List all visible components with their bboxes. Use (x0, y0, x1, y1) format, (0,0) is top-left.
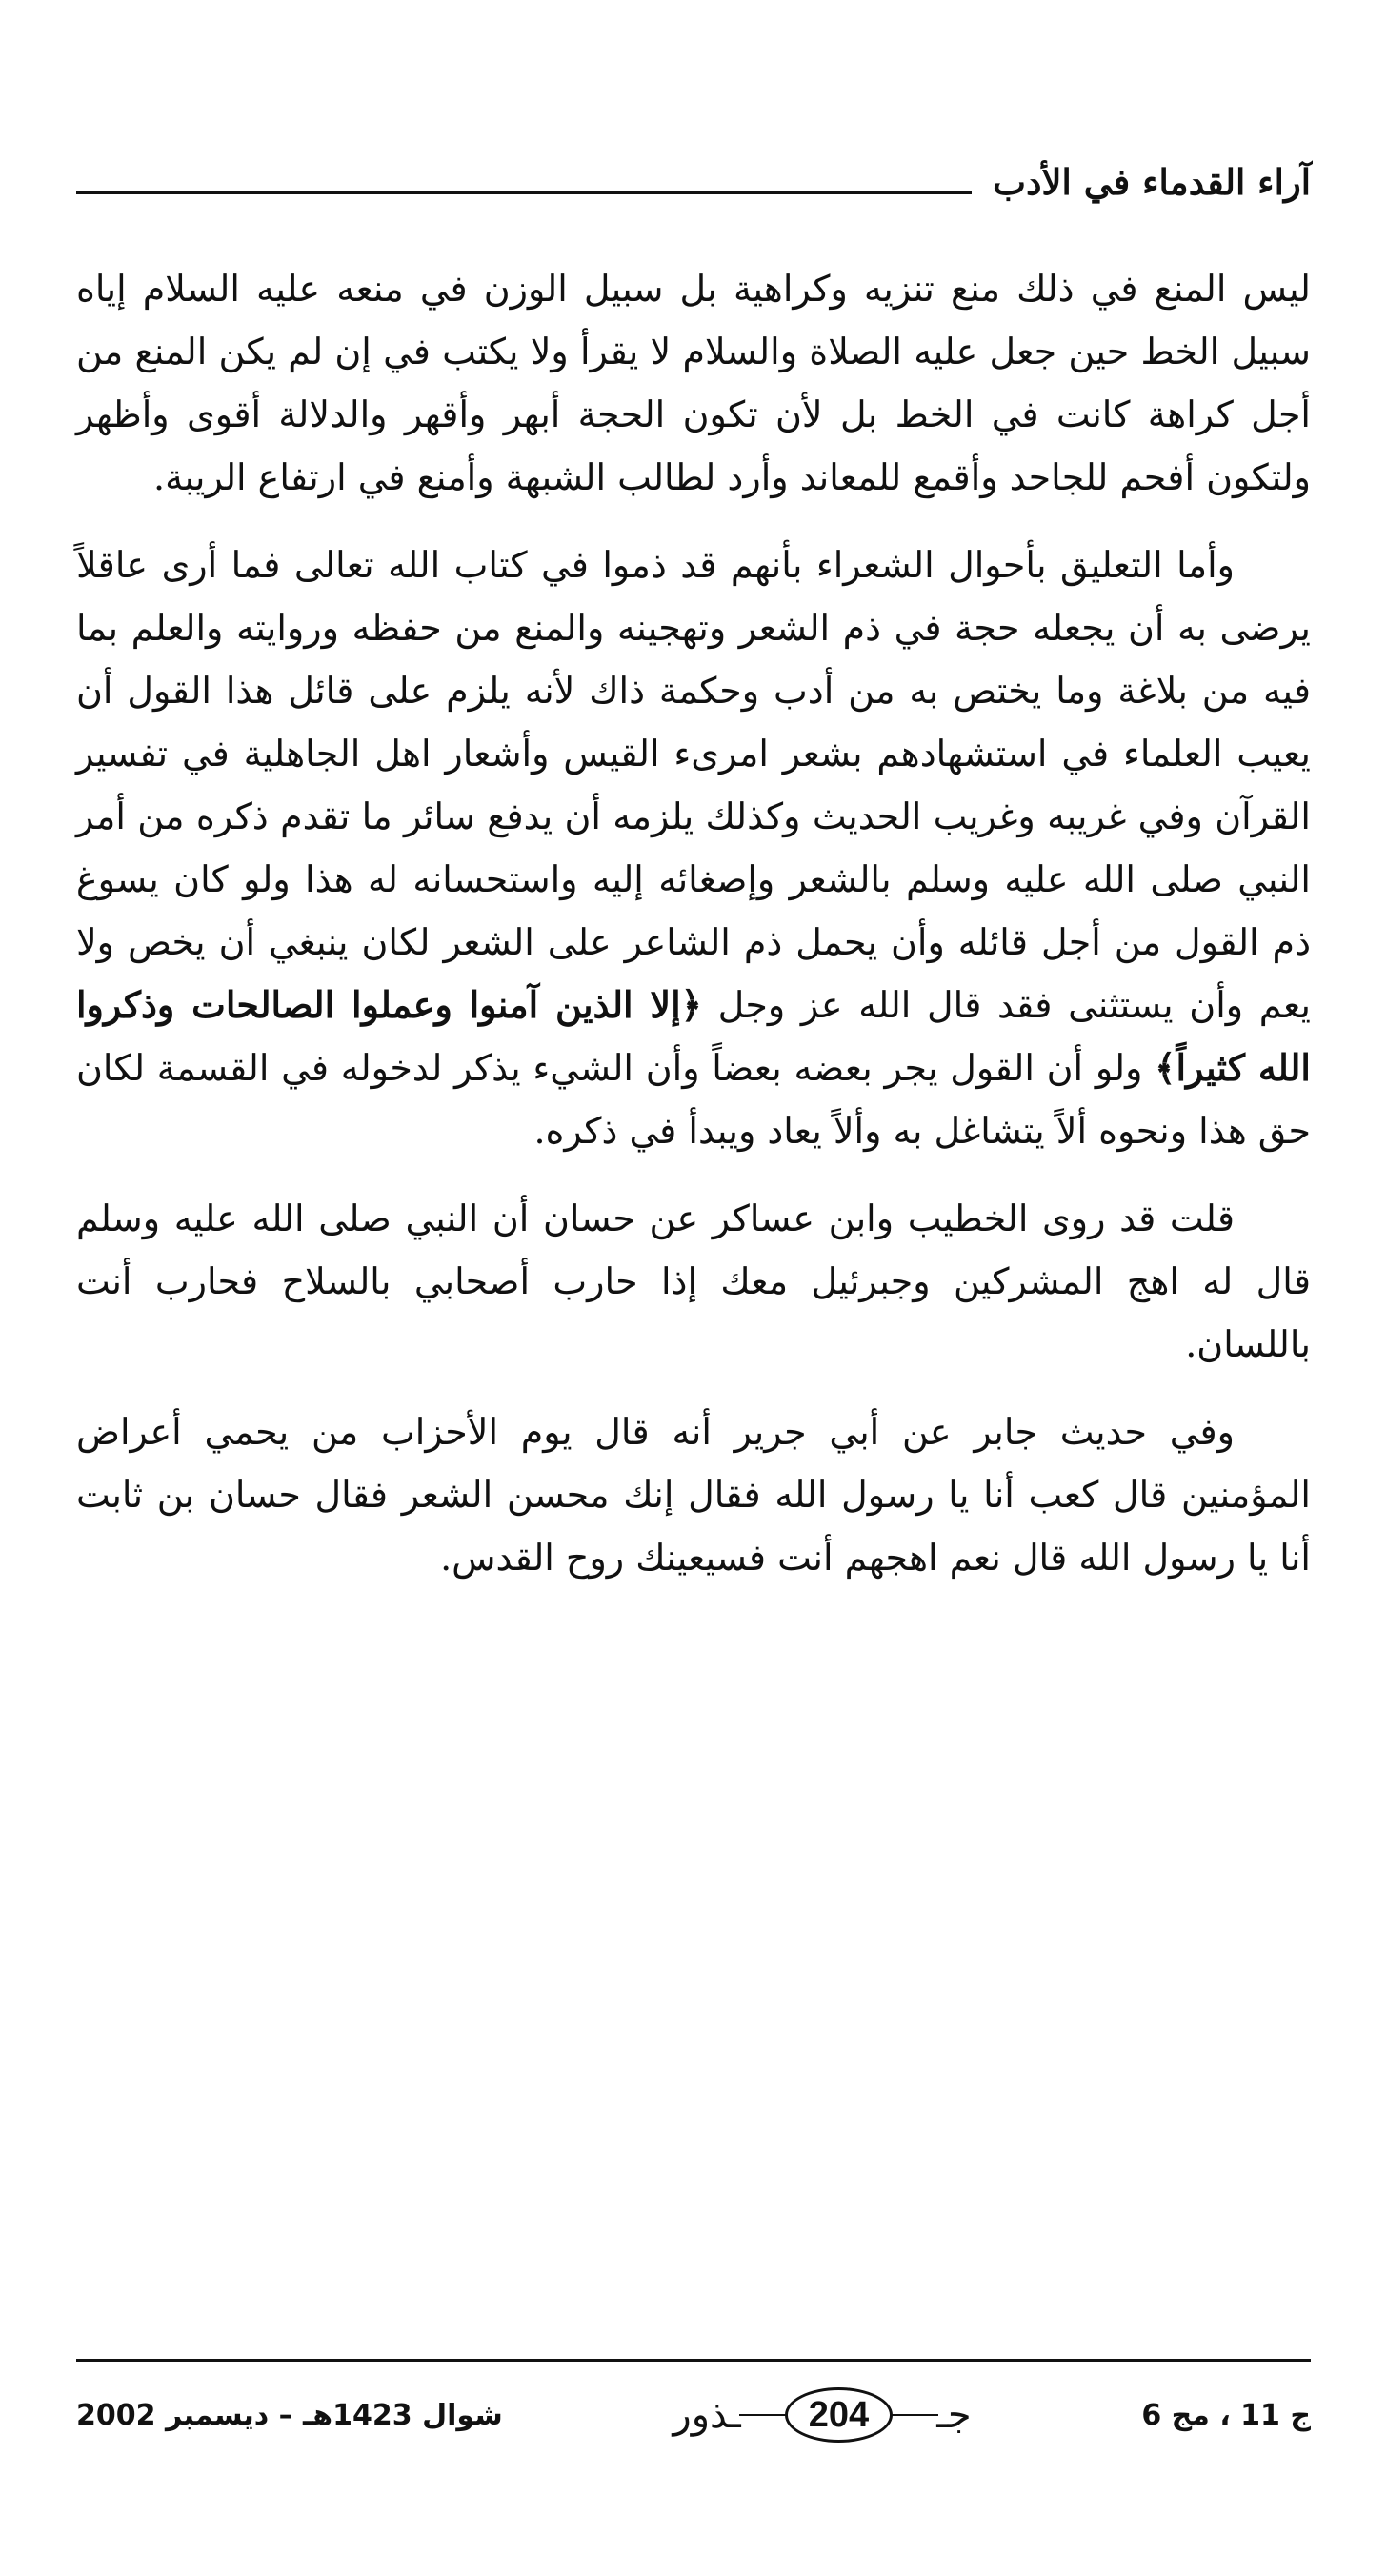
article-body (76, 257, 1311, 1614)
header-title: آراء القدماء في الأدب (993, 161, 1311, 203)
paragraph-3: قلت قد روى الخطيب وابن عساكر عن حسان أن النبي صلى الله عليه وسلم قال له اهج المشركين وجبرئيل معك إذا حارب أصحابي بالسلاح فحارب أنت باللسان. (76, 1197, 1311, 1365)
paragraph-2-text-after: ولو أن القول يجر بعضه بعضاً وأن الشيء يذكر لدخوله في القسمة لكان حق هذا ونحوه ألاً يتشاغل به وألاً يعاد ويبدأ في ذكره. (76, 1047, 1311, 1152)
header-rule (76, 191, 972, 194)
paragraph-4: وفي حديث جابر عن أبي جرير أنه قال يوم الأحزاب من يحمي أعراض المؤمنين قال كعب أنا يا رسول الله فقال إنك محسن الشعر فقال حسان بن ثابت أنا يا رسول الله قال نعم اهجهم أنت فسيعينك روح القدس. (76, 1411, 1311, 1579)
issue-date: شوال 1423هـ – ديسمبر 2002 (76, 2398, 503, 2432)
logo-left-part: جـ (936, 2393, 972, 2437)
logo-line-right (739, 2414, 787, 2416)
page-number: 204 (785, 2387, 893, 2443)
logo-line-left (891, 2414, 938, 2416)
issue-info: ج 11 ، مج 6 (1141, 2398, 1311, 2432)
journal-logo (673, 2387, 971, 2443)
footer-rule (76, 2359, 1311, 2362)
paragraph-2 (76, 533, 1311, 1162)
logo-right-part: ـذور (673, 2393, 741, 2437)
paragraph-1: ليس المنع في ذلك منع تنزيه وكراهية بل سبيل الوزن في منعه عليه السلام إياه سبيل الخط حين جعل عليه الصلاة والسلام لا يقرأ ولا يكتب في إن لم يكن المنع من أجل كراهة كانت في الخط بل لأن تكون الحجة أبهر وأقهر والدلالة أقوى وأظهر ولتكون أفحم للجاحد وأقمع للمعاند وأرد لطالب الشبهة وأمنع في ارتفاع الريبة. (76, 268, 1311, 498)
quran-verse: ﴿إلا الذين آمنوا وعملوا الصالحات وذكروا الله كثيراً﴾ (76, 983, 1311, 1089)
page-footer (76, 2382, 1311, 2448)
running-header (76, 133, 1311, 203)
paragraph-2-text-before: وأما التعليق بأحوال الشعراء بأنهم قد ذموا في كتاب الله تعالى فما أرى عاقلاً يرضى به أن يجعله حجة في ذم الشعر وتهجينه والمنع من حفظه وروايته والعلم بما فيه من بلاغة وما يختص به من أدب وحكمة ذاك لأنه يلزم على قائل هذا القول أن يعيب العلماء في استشهادهم بشعر امرىء القيس وأشعار اهل الجاهلية في تفسير القرآن وفي غريبه وغريب الحديث وكذلك يلزمه أن يدفع سائر ما تقدم ذكره من أمر النبي صلى الله عليه وسلم بالشعر وإصغائه إليه واستحسانه له هذا ولو كان يسوغ ذم القول من أجل قائله وأن يحمل ذم الشاعر على الشعر لكان ينبغي أن يخص ولا يعم وأن يستثنى فقد قال الله عز وجل (76, 544, 1311, 1026)
